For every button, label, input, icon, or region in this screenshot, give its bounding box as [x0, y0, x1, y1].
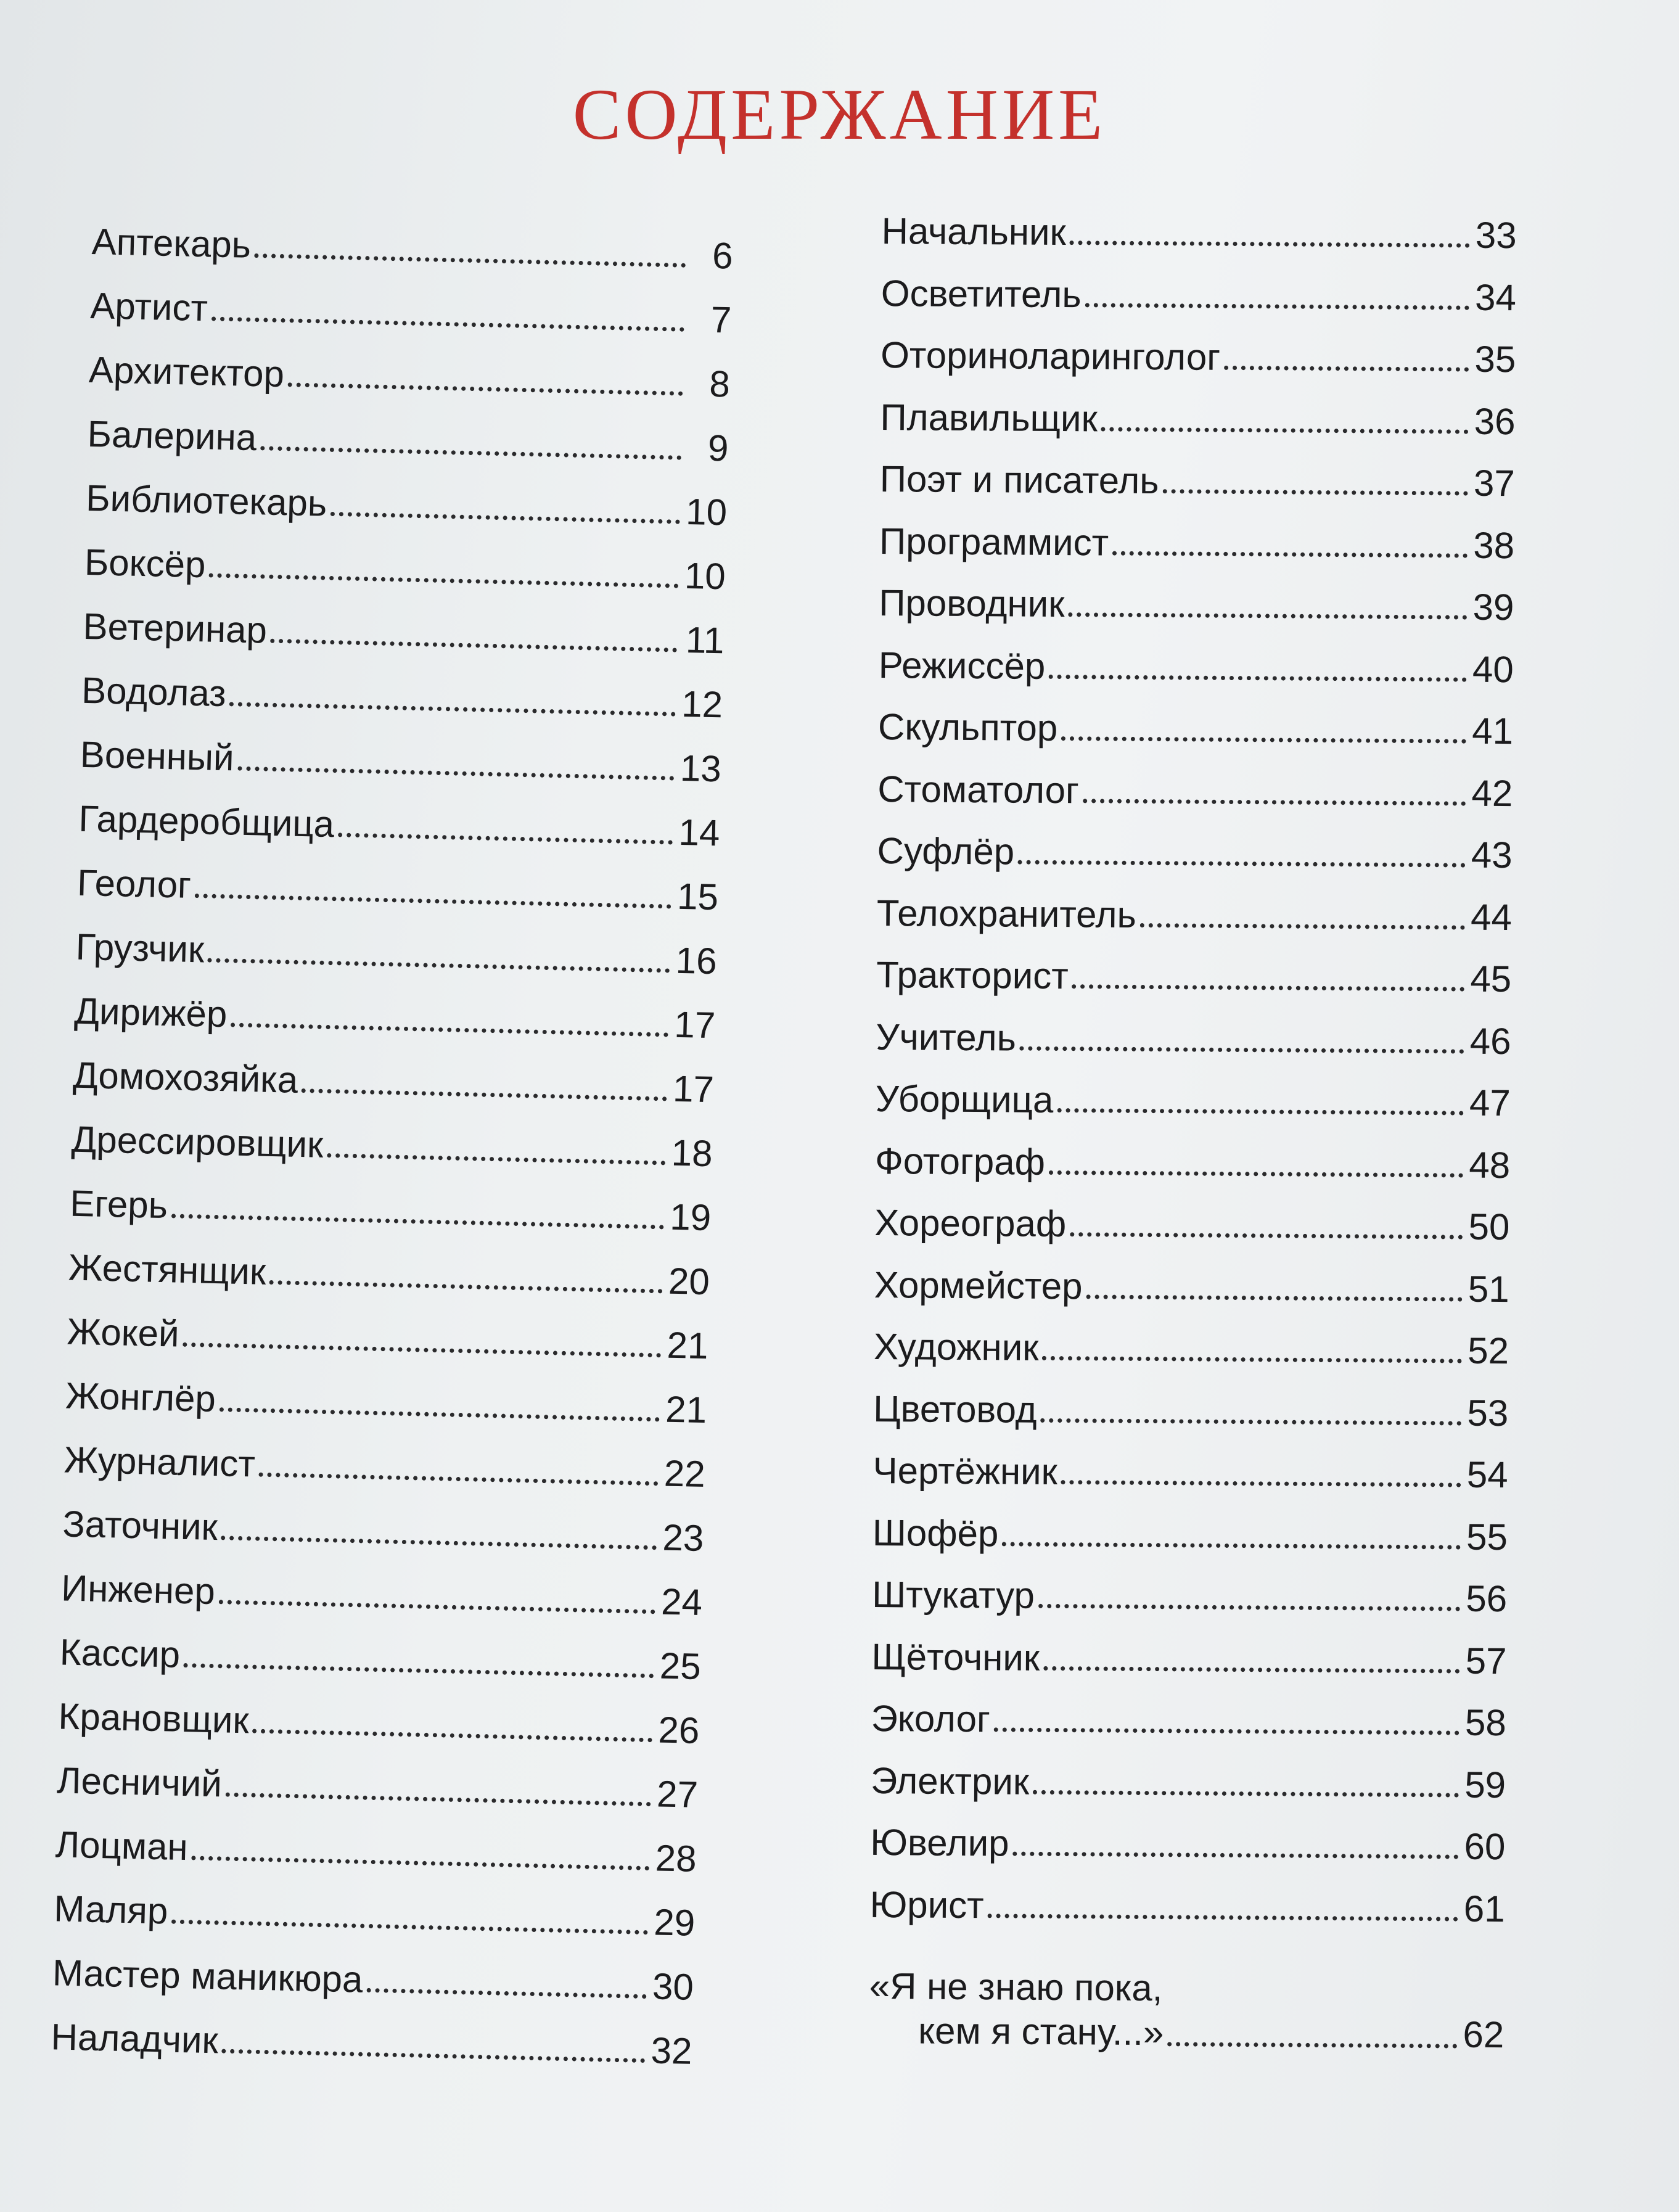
- toc-entry-page: 54: [1466, 1453, 1508, 1496]
- toc-entry-title: Жестянщик: [68, 1246, 267, 1293]
- toc-entry: [872, 1440, 1508, 1507]
- dot-leader: [225, 1766, 651, 1813]
- toc-entry-page: 45: [1470, 958, 1512, 1000]
- toc-entry-title: Уборщица: [875, 1077, 1054, 1120]
- toc-entry-title: Наладчик: [51, 2016, 219, 2062]
- toc-entry-title: Штукатур: [871, 1573, 1035, 1616]
- dot-leader: [287, 356, 683, 402]
- dot-leader: [269, 1254, 663, 1299]
- toc-entry: [877, 758, 1513, 824]
- toc-entry-page: 42: [1471, 772, 1513, 814]
- toc-entry-page: 16: [675, 939, 718, 982]
- toc-entry-title: Балерина: [86, 413, 257, 459]
- dot-leader: [1112, 524, 1468, 564]
- toc-entry-title: Фотограф: [874, 1140, 1046, 1183]
- dot-leader: [1083, 772, 1466, 812]
- toc-entry-page: 60: [1464, 1825, 1506, 1868]
- dot-leader: [1070, 214, 1470, 254]
- toc-entry-title: Эколог: [871, 1697, 991, 1740]
- toc-entry-title: Плавильщик: [880, 396, 1098, 439]
- dot-leader: [1057, 1082, 1464, 1122]
- toc-entry-page: 43: [1471, 834, 1513, 876]
- toc-entry-title: Юрист: [869, 1883, 984, 1926]
- dot-leader: [258, 1446, 659, 1492]
- dot-leader: [1162, 463, 1468, 501]
- toc-entry-page: 53: [1467, 1392, 1509, 1434]
- toc-entry-page: 11: [685, 619, 725, 662]
- toc-entry-page: 34: [1474, 276, 1517, 318]
- dot-leader: [330, 485, 680, 530]
- toc-entry-title: Тракторист: [876, 953, 1069, 997]
- toc-entry-final: [869, 1948, 1505, 2057]
- dot-leader: [219, 1381, 660, 1428]
- toc-entry-page: 41: [1472, 710, 1514, 752]
- toc-entry-page: 29: [653, 1901, 696, 1944]
- toc-entry-title: Архитектор: [88, 348, 285, 395]
- dot-leader: [1061, 1453, 1461, 1494]
- dot-leader: [1167, 2015, 1457, 2054]
- toc-entry-page: 33: [1475, 214, 1517, 257]
- toc-entry: [878, 634, 1514, 701]
- dot-leader: [337, 806, 673, 850]
- toc-entry-page: 36: [1474, 400, 1516, 442]
- toc-entry-page: 25: [659, 1645, 702, 1687]
- toc-entry: [881, 200, 1517, 267]
- toc-entry-title: Шофёр: [872, 1511, 999, 1554]
- toc-entry-page: 10: [685, 490, 728, 533]
- dot-leader: [209, 546, 679, 594]
- toc-entry-page: 58: [1464, 1701, 1507, 1744]
- dot-leader: [1042, 1330, 1462, 1370]
- dot-leader: [1070, 1206, 1463, 1245]
- dot-leader: [183, 1637, 654, 1684]
- toc-entry-page: 17: [672, 1067, 715, 1111]
- toc-entry: [874, 1316, 1509, 1383]
- toc-entry-title: Начальник: [881, 210, 1067, 253]
- toc-entry-title: Крановщик: [57, 1695, 250, 1741]
- dot-leader: [191, 1829, 650, 1877]
- toc-entry-page: 24: [660, 1581, 703, 1624]
- toc-entry: [872, 1564, 1508, 1630]
- toc-entry-title: Хормейстер: [874, 1264, 1083, 1307]
- toc-entry-page: 37: [1473, 462, 1516, 504]
- dot-leader: [1012, 1825, 1458, 1865]
- dot-leader: [1002, 1515, 1461, 1555]
- toc-entry-title: Жонглёр: [65, 1375, 216, 1420]
- toc-right-column: [869, 200, 1517, 2057]
- toc-entry: [877, 882, 1513, 948]
- toc-entry-title: Электрик: [870, 1759, 1030, 1803]
- toc-entry: [870, 1812, 1506, 1878]
- toc-entry-page: 46: [1469, 1020, 1511, 1062]
- toc-entry-page: 28: [655, 1837, 697, 1880]
- toc-entry-page: 9: [707, 427, 729, 469]
- dot-leader: [327, 1127, 667, 1171]
- dot-leader: [1038, 1577, 1461, 1618]
- toc-entry-title: Лесничий: [56, 1759, 223, 1805]
- toc-entry-page: 56: [1466, 1577, 1508, 1620]
- toc-entry-page: 50: [1468, 1206, 1510, 1248]
- toc-entry: [869, 1873, 1505, 1940]
- toc-entry-title: Артист: [89, 284, 208, 329]
- dot-leader: [171, 1187, 665, 1235]
- toc-entry: [876, 944, 1512, 1011]
- toc-entry-title: Егерь: [69, 1182, 168, 1227]
- dot-leader: [211, 290, 685, 337]
- toc-entry-page: 52: [1468, 1330, 1509, 1372]
- toc-entry-title: Чертёжник: [872, 1449, 1058, 1493]
- toc-entry-page: 47: [1469, 1082, 1511, 1124]
- toc-entry-page: 12: [681, 683, 723, 726]
- toc-entry-title: Кассир: [59, 1631, 181, 1675]
- toc-entry: [879, 448, 1515, 515]
- dot-leader: [994, 1701, 1459, 1741]
- toc-entry: [881, 324, 1516, 391]
- toc-entry: [874, 1192, 1510, 1259]
- toc-entry: [51, 2005, 693, 2084]
- toc-entry-title: Инженер: [60, 1567, 216, 1613]
- dot-leader: [1043, 1640, 1460, 1680]
- toc-entry-page: 13: [679, 747, 722, 790]
- toc-entry-page: 44: [1470, 896, 1513, 938]
- toc-entry: [875, 1068, 1511, 1135]
- toc-entry-title: Суфлёр: [877, 829, 1015, 873]
- toc-entry-title: Маляр: [53, 1888, 169, 1932]
- toc-entry-page: 57: [1465, 1640, 1507, 1682]
- toc-entry-title: Телохранитель: [876, 892, 1137, 935]
- toc-entry-title: Аптекарь: [91, 220, 252, 266]
- toc-entry-title: Скульптор: [877, 705, 1058, 749]
- toc-entry-page: 21: [665, 1388, 707, 1431]
- toc-entry: [880, 386, 1516, 453]
- toc-entry-title: Заточник: [62, 1503, 218, 1548]
- toc-entry-title: Домохозяйка: [72, 1054, 298, 1101]
- dot-leader: [231, 996, 669, 1043]
- toc-entry-title: Щёточник: [871, 1635, 1040, 1679]
- toc-entry-title: Проводник: [879, 582, 1065, 625]
- toc-entry-title-line1: «Я не знаю пока,: [869, 1965, 1163, 2009]
- dot-leader: [270, 612, 678, 659]
- toc-entry-title: Ветеринар: [82, 605, 268, 651]
- dot-leader: [171, 1893, 649, 1941]
- toc-entry: [879, 510, 1515, 577]
- dot-leader: [194, 867, 671, 915]
- toc-left-column: [51, 210, 734, 2084]
- toc-entry-page: 19: [669, 1196, 712, 1239]
- toc-entry-title: Водолаз: [81, 669, 227, 715]
- toc-entry-title: Боксёр: [84, 541, 207, 586]
- toc-entry-title: Осветитель: [881, 272, 1082, 315]
- toc-entry-title: Геолог: [76, 861, 192, 906]
- toc-entry-title: Оториноларинголог: [881, 334, 1221, 378]
- toc-entry: [877, 820, 1513, 887]
- toc-entry-page: 35: [1474, 338, 1516, 380]
- toc-entry-title: Библиотекарь: [85, 477, 327, 524]
- dot-leader: [260, 419, 683, 466]
- toc-entry-page: 26: [657, 1709, 700, 1751]
- toc-entry-page: 59: [1464, 1764, 1506, 1806]
- toc-entry-page: 15: [676, 875, 719, 918]
- dot-leader: [183, 1316, 662, 1364]
- toc-entry-title: Цветовод: [873, 1388, 1037, 1431]
- toc-entry-page: 32: [651, 2029, 693, 2072]
- toc-entry-title: Журналист: [64, 1439, 256, 1485]
- dot-leader: [221, 2023, 646, 2070]
- toc-entry: [879, 572, 1514, 639]
- dot-leader: [1086, 1268, 1463, 1307]
- toc-entry-title: Мастер маникюра: [52, 1952, 364, 2000]
- dot-leader: [221, 1509, 657, 1556]
- dot-leader: [229, 675, 676, 722]
- dot-leader: [1224, 339, 1469, 378]
- dot-leader: [207, 932, 670, 979]
- dot-leader: [252, 1703, 653, 1749]
- toc-entry-page: 18: [671, 1132, 713, 1175]
- toc-entry-title: Дрессировщик: [71, 1118, 324, 1166]
- toc-entry-page: 62: [1463, 2013, 1505, 2056]
- toc-entry-page: 21: [666, 1324, 709, 1367]
- toc-entry-page: 20: [668, 1260, 710, 1303]
- toc-entry-page: 55: [1466, 1516, 1508, 1558]
- toc-entry-title: Гардеробщица: [78, 797, 335, 845]
- toc-entry: [881, 262, 1517, 329]
- toc-entry-title: Грузчик: [75, 926, 205, 971]
- toc-entry-title: Ювелир: [870, 1821, 1009, 1864]
- page-title: СОДЕРЖАНИЕ: [572, 74, 1107, 155]
- toc-entry: [871, 1688, 1506, 1754]
- toc-entry-page: 10: [684, 554, 726, 598]
- toc-entry-title: Хореограф: [874, 1201, 1067, 1245]
- toc-entry-title: Поэт и писатель: [879, 458, 1159, 502]
- toc-entry-title: [869, 1964, 1164, 2055]
- toc-entry: [876, 1006, 1511, 1072]
- dot-leader: [1049, 648, 1467, 688]
- toc-entry: [875, 1130, 1511, 1196]
- dot-leader: [987, 1887, 1458, 1927]
- toc-entry-title: Стоматолог: [877, 768, 1080, 811]
- toc-entry: [871, 1626, 1507, 1692]
- toc-entry-page: 61: [1463, 1888, 1505, 1930]
- dot-leader: [218, 1573, 656, 1620]
- toc-entry-page: 8: [708, 363, 731, 405]
- dot-leader: [1018, 834, 1466, 874]
- toc-entry-title: Дирижёр: [73, 990, 228, 1035]
- dot-leader: [1085, 276, 1469, 316]
- toc-entry: [873, 1378, 1509, 1444]
- toc-entry-title: Жокей: [66, 1310, 180, 1355]
- toc-entry: [872, 1502, 1508, 1568]
- dot-leader: [1072, 958, 1464, 997]
- toc-entry-page: 48: [1469, 1144, 1511, 1186]
- toc-entry-page: 7: [710, 298, 732, 341]
- toc-entry-title: Программист: [879, 520, 1109, 564]
- dot-leader: [1068, 586, 1467, 626]
- toc-entry-title: Художник: [873, 1325, 1039, 1368]
- dot-leader: [1049, 1144, 1464, 1184]
- toc-entry-page: 40: [1472, 648, 1514, 690]
- toc-entry-page: 14: [678, 811, 721, 854]
- dot-leader: [366, 1962, 647, 2005]
- toc-entry-title: Учитель: [876, 1016, 1017, 1059]
- dot-leader: [1041, 1392, 1462, 1432]
- toc-entry-page: 17: [673, 1003, 716, 1046]
- toc-entry-page: 30: [652, 1965, 694, 2008]
- dot-leader: [254, 227, 686, 274]
- toc-entry-title: Военный: [80, 733, 235, 779]
- toc-entry-page: 38: [1473, 524, 1515, 566]
- dot-leader: [1020, 1019, 1464, 1059]
- toc-entry-title: Режиссёр: [878, 644, 1046, 687]
- toc-entry-page: 6: [712, 234, 734, 277]
- dot-leader: [1033, 1764, 1459, 1804]
- toc-entry: [874, 1254, 1509, 1320]
- dot-leader: [1061, 710, 1466, 750]
- toc-entry-title-line2: кем я стану...»: [918, 2010, 1164, 2054]
- dot-leader: [1101, 400, 1469, 440]
- toc-entry-page: 51: [1468, 1268, 1509, 1310]
- toc-entry-page: 27: [656, 1773, 699, 1815]
- dot-leader: [301, 1062, 667, 1107]
- toc-entry-page: 23: [662, 1516, 705, 1560]
- toc-entry: [878, 696, 1514, 763]
- dot-leader: [1140, 897, 1466, 936]
- toc-entry: [871, 1749, 1506, 1816]
- dot-leader: [237, 740, 675, 787]
- toc-entry-page: 22: [663, 1452, 706, 1495]
- toc-entry-page: 39: [1472, 586, 1514, 628]
- toc-entry-title: Лоцман: [55, 1823, 189, 1869]
